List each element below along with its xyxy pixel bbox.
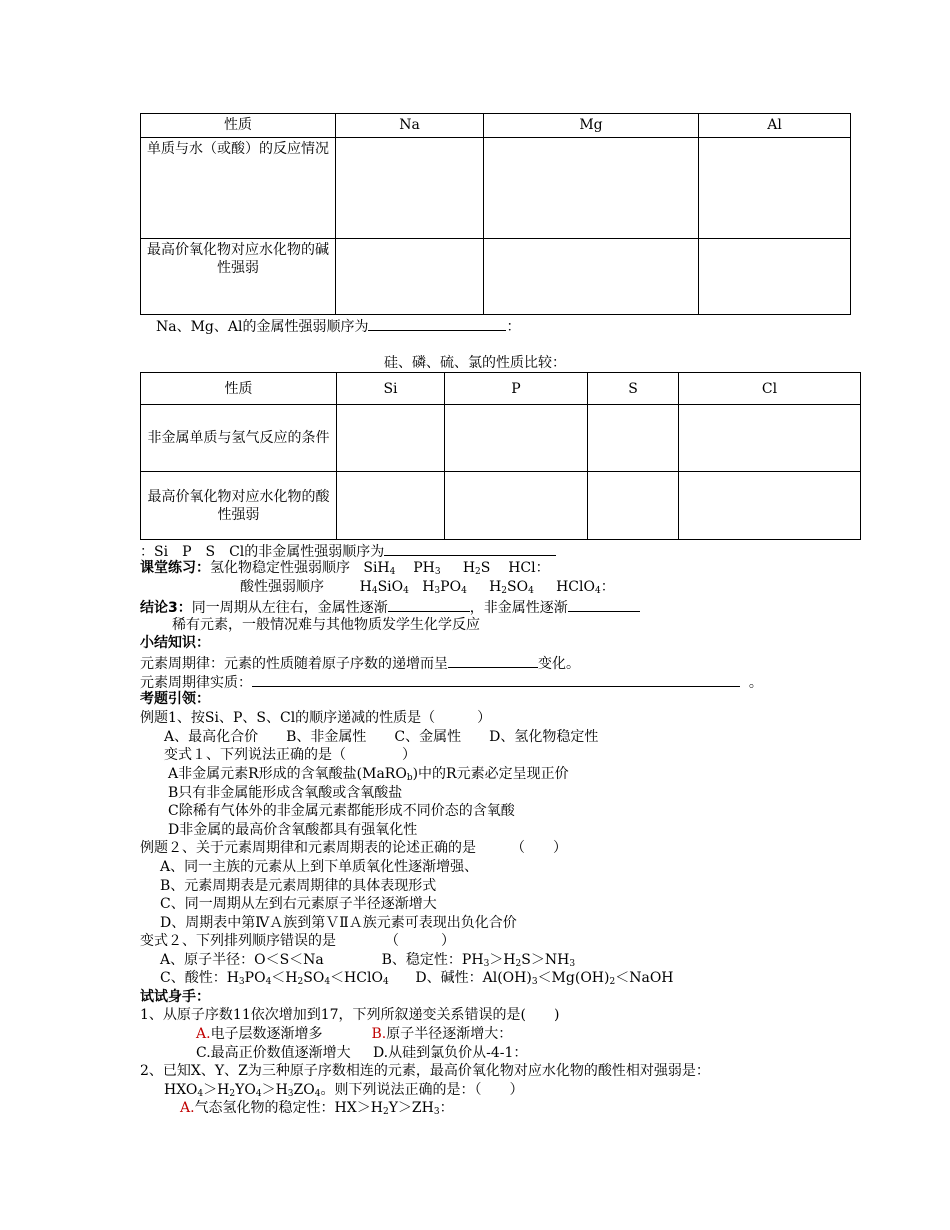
example1-options: A、最高化合价 B、非金属性 C、金属性 D、氢化物稳定性 [164,729,599,745]
table2-header-cl: Cl [679,373,861,405]
example2-option-d: D、周期表中第ⅣＡ族到第ＶⅡＡ族元素可表现出负化合价 [160,915,517,931]
variant2-question: 变式２、下列排列顺序错误的是 （ ） [140,933,455,949]
variant1-option-b: B只有非金属能形成含氧酸或含氧酸盐 [168,785,403,801]
table2-cell[interactable] [679,472,861,540]
conclusion-line-2: 稀有元素，一般情况难与其他物质发学生化学反应 [172,617,480,633]
conclusion-line-1: 结论3：同一周期从左往右，金属性逐渐 ，非金属性逐渐 [140,597,640,617]
metal-order-blank[interactable] [368,316,506,331]
try-title: 试试身手： [140,989,210,1005]
metal-properties-table [140,113,851,315]
table1-cell[interactable] [484,239,699,315]
try-q1: 1、从原子序数11依次增加到17，下列所叙递变关系错误的是( ) [140,1007,560,1023]
nonmetal-order-blank[interactable] [384,541,556,556]
table1-cell[interactable] [336,138,484,239]
try-q1-options-ab: A.电子层数逐渐增多 B.原子半径逐渐增大： [196,1026,513,1042]
table2-cell[interactable] [588,405,679,472]
table1-row-water-reaction: 单质与水（或酸）的反应情况 [141,138,336,239]
metal-order-line: Na、Mg、Al的金属性强弱顺序为 ： [156,316,520,336]
table2-header-si: Si [337,373,445,405]
conclusion-blank-2[interactable] [568,597,640,612]
summary-blank-1[interactable] [448,653,538,668]
table2-cell[interactable] [588,472,679,540]
guide-title: 考题引领： [140,691,210,707]
try-q2-line-2: $HXO_4>H_2YO_4>H_3ZO_4$。则下列说法正确的是：（ ） [164,1082,524,1099]
table1-header-al: Al [699,114,851,138]
table2-cell[interactable] [679,405,861,472]
summary-line-1: 元素周期律：元素的性质随着原子序数的递增而呈 变化。 [140,653,580,673]
nonmetal-properties-table [140,372,861,540]
summary-blank-2[interactable] [252,672,740,687]
table2-caption: 硅、磷、硫、氯的性质比较： [384,355,566,371]
practice-line-1: 课堂练习：氢化物稳定性强弱顺序 SiH$_4$ $PH_3$ $H_2S$ HCl： [140,560,550,577]
table1-cell[interactable] [699,239,851,315]
table2-cell[interactable] [445,472,588,540]
variant2-options-cd: C、酸性：$H_3PO_4<H_2SO_4<HClO_4$ D、碱性：$Al(OH)_3<Mg(OH)_2<NaOH$ [160,970,674,987]
table2-header-s: S [588,373,679,405]
nonmetal-order-line: ：Si P S Cl的非金属性强弱顺序为 [140,541,556,561]
variant1-option-a: A非金属元素R形成的含氧酸盐(MaRO$_b$)中的R元素必定呈现正价 [168,766,569,783]
table1-header-na: Na [336,114,484,138]
table1-cell[interactable] [484,138,699,239]
table2-header-property: 性质 [141,373,337,405]
conclusion-blank-1[interactable] [388,597,470,612]
table2-header-p: P [445,373,588,405]
variant2-options-ab: A、原子半径：O＜S＜Na B、稳定性：$PH_3>H_2S>NH_3$ [160,952,576,969]
practice-line-2: 酸性强弱顺序 $H_4SiO_4$ $H_3PO_4$ $H_2SO_4$ HClO$_4$： [240,579,615,596]
table2-cell[interactable] [337,472,445,540]
summary-line-2: 元素周期律实质： 。 [140,672,763,692]
table1-cell[interactable] [336,239,484,315]
try-q1-options-cd: C.最高正价数值逐渐增大 D.从硅到氯负价从-4-1： [196,1045,528,1061]
example2-option-a: A、同一主族的元素从上到下单质氧化性逐渐增强、 [160,859,479,875]
variant1-option-c: C除稀有气体外的非金属元素都能形成不同价态的含氧酸 [168,803,515,819]
variant1-option-d: D非金属的最高价含氧酸都具有强氧化性 [168,822,418,838]
table1-row-basicity: 最高价氧化物对应水化物的碱性强弱 [141,239,336,315]
example2-option-b: B、元素周期表是元素周期律的具体表现形式 [160,878,437,894]
table1-header-mg: Mg [484,114,699,138]
example2-option-c: C、同一周期从左到右元素原子半径逐渐增大 [160,896,437,912]
try-q2-option-a: A.气态氢化物的稳定性：$HX>H_2Y>ZH_3$： [180,1100,454,1117]
table1-cell[interactable] [699,138,851,239]
table2-row-acidity: 最高价氧化物对应水化物的酸性强弱 [141,472,337,540]
table2-cell[interactable] [337,405,445,472]
summary-title: 小结知识： [140,635,210,651]
table2-row-hydrogen-reaction: 非金属单质与氢气反应的条件 [141,405,337,472]
try-q2: 2、已知X、Y、Z为三种原子序数相连的元素，最高价氧化物对应水化物的酸性相对强弱是： [140,1063,710,1079]
variant1-question: 变式１、下列说法正确的是（ ） [164,747,416,763]
table1-header-property: 性质 [141,114,336,138]
example1-question: 例题1、按Si、P、S、Cl的顺序递减的性质是（ ） [140,710,492,726]
table2-cell[interactable] [445,405,588,472]
example2-question: 例题２、关于元素周期律和元素周期表的论述正确的是 （ ） [140,840,567,856]
